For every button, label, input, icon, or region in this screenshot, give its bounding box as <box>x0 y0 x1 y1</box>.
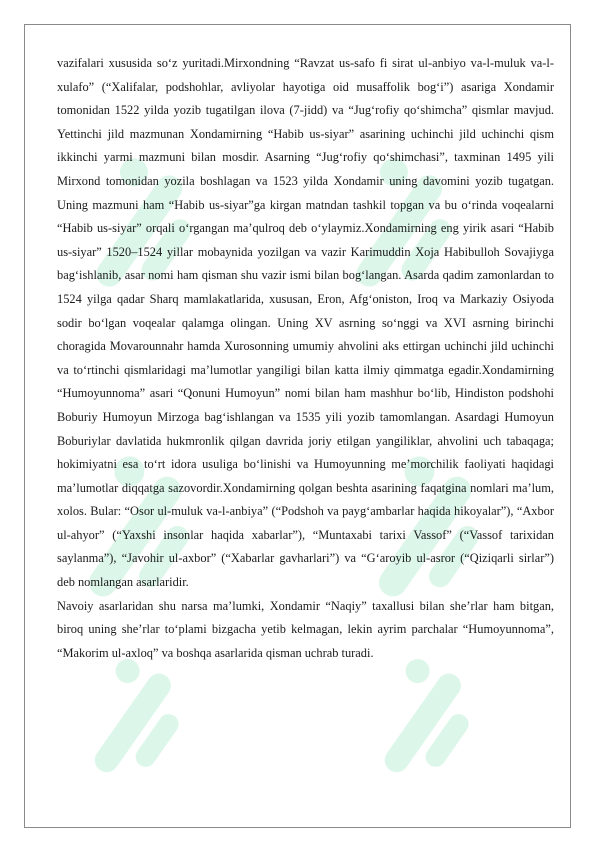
paragraph-1: vazifalari xususida so‘z yuritadi.Mirxondning “Ravzat us-safo fi sirat ul-anbiyo va-l-muluk va-l-xulafo” (“Xalifalar, podshohlar, avliyolar hayotiga oid musaffolik bog‘i”) asariga Xondamir tomonidan 1522 yilda yozib tugatilgan ilova (7-jidd) va “Jug‘rofiy qo‘shimcha” qismlar mavjud. Yettinchi jild mazmunan Xondamirning “Habib us-siyar” asarining uchinchi jild uchinchi qism ikkinchi yarmi mazmuni bilan mosdir. Asarning “Jug‘rofiy qo‘shimchasi”, taxminan 1495 yili Mirxond tomonidan yozila boshlagan va 1523 yilda Xondamir uning davomini yozib tugatgan. Uning mazmuni ham “Habib us-siyar”ga kirgan matndan tashkil topgan va bu o‘rinda voqealarni “Habib us-siyar” orqali o‘rgangan ma’qulroq deb o‘ylaymiz.Xondamirning eng yirik asari “Habib us-siyar” 1520–1524 yillar mobaynida yozilgan va vazir Karimuddin Xoja Habibulloh Sovajiyga bag‘ishlanib, asar nomi ham qisman shu vazir ismi bilan bog‘langan. Asarda qadim zamonlardan to 1524 yilga qadar Sharq mamlakatlarida, xususan, Eron, Afg‘oniston, Iroq va Markaziy Osiyoda sodir bo‘lgan voqealar qalamga olingan. Uning XV asrning so‘nggi va XVI asrning birinchi choragida Movarounnahr hamda Xurosonning umumiy ahvolini aks ettirgan uchinchi jild uchinchi va to‘rtinchi qismlaridagi ma’lumotlar yangiligi bilan katta ilmiy qimmatga egadir.Xondamirning “Humoyunnoma” asari “Qonuni Humoyun” nomi bilan ham mashhur bo‘lib, Hindiston podshohi Boburiy Humoyun Mirzoga bag‘ishlangan va 1535 yili yozib tamomlangan. Asardagi Humoyun Boburiylar davlatida hukmronlik qilgan davrida joriy etilgan yangiliklar, ahvolini uch tabaqaga; hokimiyatni esa to‘rt idora usuliga bo‘linishi va Humoyunning me’morchilik faoliyati haqidagi ma’lumotlar diqqatga sazovordir.Xondamirning qolgan beshta asarining faqatgina nomlari ma’lum, xolos. Bular: “Osor ul-muluk va-l-anbiya” (“Podshoh va payg‘ambarlar haqida hikoyalar”), “Axbor ul-ahyor” (“Yaxshi insonlar haqida xabarlar”), “Muntaxabi tarixi Vassof” (“Vassof tarixidan saylanma”), “Javohir ul-axbor” (“Xabarlar gavharlari”) va “G‘aroyib ul-asror (“Qiziqarli sirlar”) deb nomlangan asarlaridir. <box>57 56 554 590</box>
document-body <box>57 52 554 665</box>
paragraph-2: Navoiy asarlaridan shu narsa ma’lumki, Xondamir “Naqiy” taxallusi bilan she’rlar ham bitgan, biroq uning she’rlar to‘plami bizgacha yetib kelmagan, lekin ayrim parchalar “Humoyunnoma”, “Makorim ul-axloq” va boshqa asarlarida qisman uchrab turadi. <box>57 598 554 660</box>
